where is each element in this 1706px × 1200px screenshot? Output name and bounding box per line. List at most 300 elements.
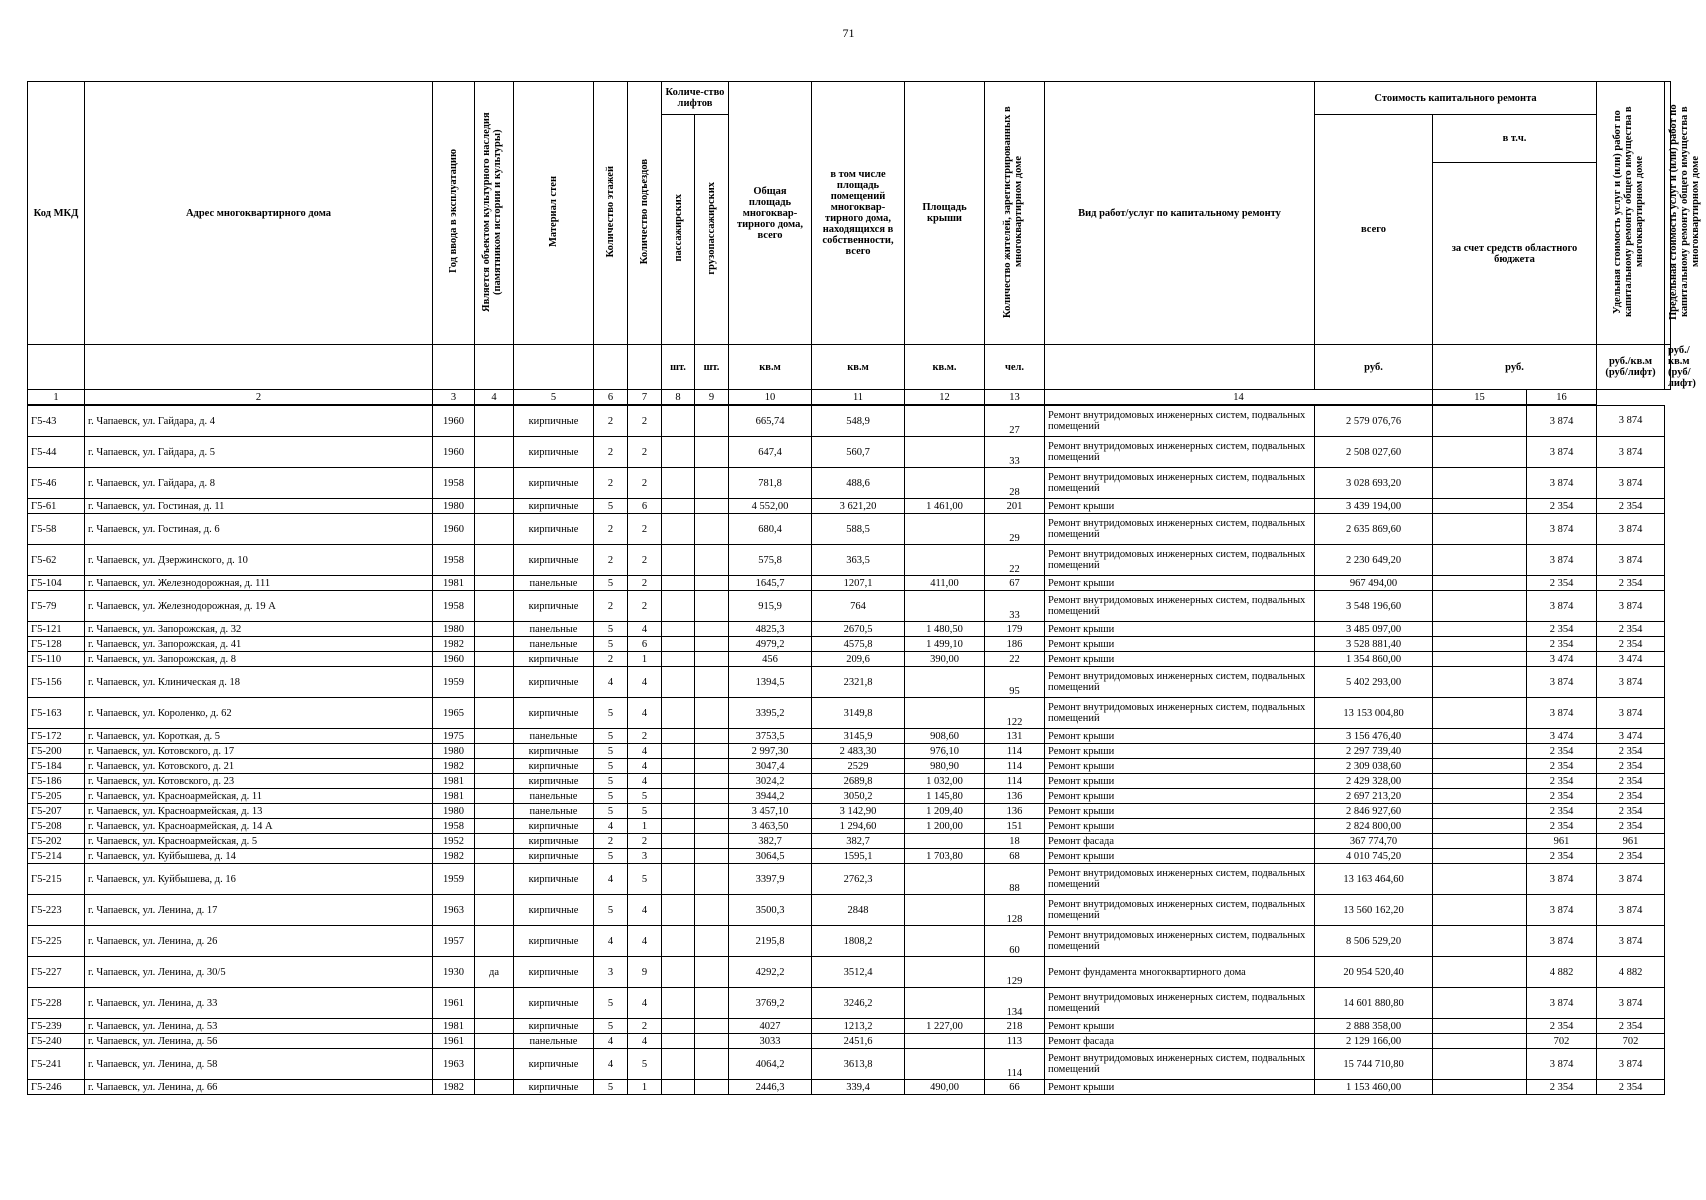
row-cost-total: 13 560 162,20 bbox=[1315, 895, 1433, 926]
row-lifts-cargo bbox=[695, 895, 729, 926]
row-year: 1960 bbox=[433, 405, 475, 437]
row-cost-total: 2 635 869,60 bbox=[1315, 514, 1433, 545]
row-work-type: Ремонт внутридомовых инженерных систем, подвальных помещений bbox=[1045, 698, 1315, 729]
row-address: г. Чапаевск, ул. Котовского, д. 21 bbox=[85, 759, 433, 774]
row-heritage bbox=[475, 834, 514, 849]
row-lifts-cargo bbox=[695, 514, 729, 545]
row-owned-area: 2451,6 bbox=[812, 1034, 905, 1049]
column-number: 14 bbox=[1045, 390, 1433, 406]
row-floors: 5 bbox=[594, 729, 628, 744]
row-code: Г5-43 bbox=[28, 405, 85, 437]
row-work-type: Ремонт крыши bbox=[1045, 759, 1315, 774]
header-cost: Стоимость капитального ремонта bbox=[1315, 82, 1597, 115]
row-year: 1958 bbox=[433, 591, 475, 622]
row-entrances: 4 bbox=[628, 667, 662, 698]
row-address: г. Чапаевск, ул. Гайдара, д. 8 bbox=[85, 468, 433, 499]
row-cost-regional bbox=[1433, 437, 1527, 468]
row-roof-area bbox=[905, 864, 985, 895]
row-entrances: 2 bbox=[628, 729, 662, 744]
row-year: 1960 bbox=[433, 437, 475, 468]
unit-cell bbox=[433, 345, 475, 390]
table-row bbox=[28, 1034, 1671, 1049]
unit-cell bbox=[594, 345, 628, 390]
row-heritage bbox=[475, 545, 514, 576]
unit-owned-area: кв.м bbox=[812, 345, 905, 390]
row-entrances: 2 bbox=[628, 576, 662, 591]
row-walls: кирпичные bbox=[514, 652, 594, 667]
table-row bbox=[28, 698, 1671, 729]
row-entrances: 3 bbox=[628, 849, 662, 864]
row-cost-total: 2 824 800,00 bbox=[1315, 819, 1433, 834]
row-lifts-cargo bbox=[695, 499, 729, 514]
row-year: 1963 bbox=[433, 1049, 475, 1080]
row-lifts-cargo bbox=[695, 957, 729, 988]
row-walls: панельные bbox=[514, 1034, 594, 1049]
row-roof-area: 1 209,40 bbox=[905, 804, 985, 819]
row-address: г. Чапаевск, ул. Короткая, д. 5 bbox=[85, 729, 433, 744]
row-roof-area bbox=[905, 667, 985, 698]
header-residents: Количество жителей, зарегистрированных в многоквартирном доме bbox=[985, 82, 1045, 345]
row-owned-area: 1213,2 bbox=[812, 1019, 905, 1034]
row-code: Г5-110 bbox=[28, 652, 85, 667]
row-unit-cost: 3 874 bbox=[1527, 591, 1597, 622]
row-total-area: 3395,2 bbox=[729, 698, 812, 729]
row-address: г. Чапаевск, ул. Котовского, д. 23 bbox=[85, 774, 433, 789]
row-year: 1961 bbox=[433, 1034, 475, 1049]
row-max-cost: 702 bbox=[1597, 1034, 1665, 1049]
row-heritage bbox=[475, 514, 514, 545]
row-entrances: 2 bbox=[628, 437, 662, 468]
row-roof-area: 1 200,00 bbox=[905, 819, 985, 834]
row-cost-regional bbox=[1433, 926, 1527, 957]
row-address: г. Чапаевск, ул. Ленина, д. 53 bbox=[85, 1019, 433, 1034]
column-number: 6 bbox=[594, 390, 628, 406]
row-max-cost: 3 474 bbox=[1597, 729, 1665, 744]
row-work-type: Ремонт внутридомовых инженерных систем, подвальных помещений bbox=[1045, 545, 1315, 576]
row-cost-total: 15 744 710,80 bbox=[1315, 1049, 1433, 1080]
row-owned-area: 2762,3 bbox=[812, 864, 905, 895]
row-owned-area: 2670,5 bbox=[812, 622, 905, 637]
row-floors: 4 bbox=[594, 1049, 628, 1080]
table-row bbox=[28, 864, 1671, 895]
table-row bbox=[28, 437, 1671, 468]
row-unit-cost: 2 354 bbox=[1527, 789, 1597, 804]
row-work-type: Ремонт крыши bbox=[1045, 499, 1315, 514]
table-row bbox=[28, 405, 1671, 437]
row-roof-area bbox=[905, 514, 985, 545]
row-lifts-passenger bbox=[662, 759, 695, 774]
row-roof-area bbox=[905, 468, 985, 499]
row-cost-regional bbox=[1433, 729, 1527, 744]
row-roof-area: 411,00 bbox=[905, 576, 985, 591]
row-heritage bbox=[475, 926, 514, 957]
row-floors: 5 bbox=[594, 637, 628, 652]
row-work-type: Ремонт внутридомовых инженерных систем, подвальных помещений bbox=[1045, 437, 1315, 468]
row-unit-cost: 2 354 bbox=[1527, 759, 1597, 774]
row-max-cost: 3 874 bbox=[1597, 926, 1665, 957]
row-heritage bbox=[475, 729, 514, 744]
row-code: Г5-208 bbox=[28, 819, 85, 834]
row-max-cost: 3 874 bbox=[1597, 895, 1665, 926]
row-walls: кирпичные bbox=[514, 468, 594, 499]
row-roof-area bbox=[905, 895, 985, 926]
row-code: Г5-184 bbox=[28, 759, 85, 774]
row-max-cost: 2 354 bbox=[1597, 1080, 1665, 1095]
row-cost-regional bbox=[1433, 637, 1527, 652]
row-code: Г5-207 bbox=[28, 804, 85, 819]
row-heritage bbox=[475, 698, 514, 729]
row-roof-area bbox=[905, 926, 985, 957]
row-cost-regional bbox=[1433, 864, 1527, 895]
row-year: 1960 bbox=[433, 652, 475, 667]
row-year: 1975 bbox=[433, 729, 475, 744]
row-residents: 18 bbox=[985, 834, 1045, 849]
row-cost-total: 13 163 464,60 bbox=[1315, 864, 1433, 895]
header-floors: Количество этажей bbox=[594, 82, 628, 345]
row-floors: 4 bbox=[594, 819, 628, 834]
row-max-cost: 3 874 bbox=[1597, 545, 1665, 576]
row-total-area: 781,8 bbox=[729, 468, 812, 499]
row-roof-area bbox=[905, 988, 985, 1019]
row-walls: панельные bbox=[514, 729, 594, 744]
row-cost-regional bbox=[1433, 759, 1527, 774]
row-total-area: 680,4 bbox=[729, 514, 812, 545]
row-work-type: Ремонт внутридомовых инженерных систем, подвальных помещений bbox=[1045, 514, 1315, 545]
row-cost-total: 3 485 097,00 bbox=[1315, 622, 1433, 637]
row-cost-regional bbox=[1433, 652, 1527, 667]
row-lifts-passenger bbox=[662, 667, 695, 698]
row-heritage bbox=[475, 652, 514, 667]
row-unit-cost: 2 354 bbox=[1527, 744, 1597, 759]
row-cost-regional bbox=[1433, 744, 1527, 759]
row-year: 1980 bbox=[433, 622, 475, 637]
row-roof-area: 1 227,00 bbox=[905, 1019, 985, 1034]
row-lifts-cargo bbox=[695, 926, 729, 957]
row-unit-cost: 2 354 bbox=[1527, 1019, 1597, 1034]
row-year: 1930 bbox=[433, 957, 475, 988]
row-code: Г5-241 bbox=[28, 1049, 85, 1080]
row-residents: 151 bbox=[985, 819, 1045, 834]
row-address: г. Чапаевск, ул. Ленина, д. 26 bbox=[85, 926, 433, 957]
unit-total-area: кв.м bbox=[729, 345, 812, 390]
row-code: Г5-202 bbox=[28, 834, 85, 849]
header-heritage: Является объектом культурного наследия (памятником истории и культуры) bbox=[475, 82, 514, 345]
row-floors: 5 bbox=[594, 576, 628, 591]
table-header bbox=[28, 82, 1702, 406]
unit-cell bbox=[475, 345, 514, 390]
row-code: Г5-128 bbox=[28, 637, 85, 652]
row-year: 1957 bbox=[433, 926, 475, 957]
row-residents: 201 bbox=[985, 499, 1045, 514]
row-heritage bbox=[475, 637, 514, 652]
table-row bbox=[28, 1049, 1671, 1080]
column-number: 7 bbox=[628, 390, 662, 406]
row-heritage bbox=[475, 405, 514, 437]
header-lifts: Количе-ство лифтов bbox=[662, 82, 729, 115]
row-code: Г5-240 bbox=[28, 1034, 85, 1049]
row-cost-regional bbox=[1433, 834, 1527, 849]
row-cost-regional bbox=[1433, 499, 1527, 514]
row-residents: 95 bbox=[985, 667, 1045, 698]
row-cost-regional bbox=[1433, 988, 1527, 1019]
row-cost-regional bbox=[1433, 957, 1527, 988]
row-cost-regional bbox=[1433, 819, 1527, 834]
row-cost-total: 1 153 460,00 bbox=[1315, 1080, 1433, 1095]
row-year: 1963 bbox=[433, 895, 475, 926]
row-cost-total: 14 601 880,80 bbox=[1315, 988, 1433, 1019]
table-row bbox=[28, 774, 1671, 789]
row-lifts-passenger bbox=[662, 437, 695, 468]
unit-lifts-cargo: шт. bbox=[695, 345, 729, 390]
row-entrances: 4 bbox=[628, 774, 662, 789]
row-lifts-passenger bbox=[662, 1034, 695, 1049]
row-unit-cost: 3 874 bbox=[1527, 667, 1597, 698]
row-unit-cost: 3 874 bbox=[1527, 864, 1597, 895]
table-row bbox=[28, 499, 1671, 514]
row-max-cost: 4 882 bbox=[1597, 957, 1665, 988]
row-max-cost: 3 874 bbox=[1597, 667, 1665, 698]
row-lifts-cargo bbox=[695, 744, 729, 759]
row-total-area: 3024,2 bbox=[729, 774, 812, 789]
row-lifts-passenger bbox=[662, 957, 695, 988]
header-code: Код МКД bbox=[28, 82, 85, 345]
row-work-type: Ремонт внутридомовых инженерных систем, подвальных помещений bbox=[1045, 1049, 1315, 1080]
row-heritage bbox=[475, 576, 514, 591]
row-address: г. Чапаевск, ул. Красноармейская, д. 13 bbox=[85, 804, 433, 819]
row-code: Г5-61 bbox=[28, 499, 85, 514]
row-code: Г5-225 bbox=[28, 926, 85, 957]
row-entrances: 9 bbox=[628, 957, 662, 988]
row-cost-total: 8 506 529,20 bbox=[1315, 926, 1433, 957]
row-entrances: 4 bbox=[628, 744, 662, 759]
row-residents: 22 bbox=[985, 545, 1045, 576]
row-walls: кирпичные bbox=[514, 774, 594, 789]
row-heritage bbox=[475, 789, 514, 804]
header-roof-area: Площадь крыши bbox=[905, 82, 985, 345]
row-entrances: 2 bbox=[628, 514, 662, 545]
row-owned-area: 1 294,60 bbox=[812, 819, 905, 834]
row-max-cost: 2 354 bbox=[1597, 819, 1665, 834]
unit-lifts-passenger: шт. bbox=[662, 345, 695, 390]
row-lifts-cargo bbox=[695, 729, 729, 744]
row-max-cost: 3 474 bbox=[1597, 652, 1665, 667]
row-floors: 4 bbox=[594, 667, 628, 698]
table-row bbox=[28, 576, 1671, 591]
row-lifts-cargo bbox=[695, 834, 729, 849]
table-row bbox=[28, 819, 1671, 834]
row-entrances: 1 bbox=[628, 1080, 662, 1095]
row-floors: 2 bbox=[594, 834, 628, 849]
row-floors: 5 bbox=[594, 988, 628, 1019]
row-lifts-cargo bbox=[695, 1034, 729, 1049]
row-work-type: Ремонт внутридомовых инженерных систем, подвальных помещений bbox=[1045, 591, 1315, 622]
row-max-cost: 3 874 bbox=[1597, 405, 1665, 437]
unit-max-cost: руб./кв.м (руб/лифт) bbox=[1665, 345, 1671, 390]
row-unit-cost: 2 354 bbox=[1527, 819, 1597, 834]
unit-cell bbox=[1045, 345, 1315, 390]
row-address: г. Чапаевск, ул. Дзержинского, д. 10 bbox=[85, 545, 433, 576]
table-row bbox=[28, 744, 1671, 759]
row-cost-regional bbox=[1433, 774, 1527, 789]
row-year: 1959 bbox=[433, 667, 475, 698]
table-row bbox=[28, 637, 1671, 652]
row-total-area: 3033 bbox=[729, 1034, 812, 1049]
row-entrances: 4 bbox=[628, 1034, 662, 1049]
row-address: г. Чапаевск, ул. Гайдара, д. 4 bbox=[85, 405, 433, 437]
table-row bbox=[28, 1080, 1671, 1095]
row-owned-area: 548,9 bbox=[812, 405, 905, 437]
row-code: Г5-200 bbox=[28, 744, 85, 759]
row-owned-area: 3613,8 bbox=[812, 1049, 905, 1080]
row-walls: кирпичные bbox=[514, 514, 594, 545]
row-year: 1960 bbox=[433, 514, 475, 545]
row-total-area: 4292,2 bbox=[729, 957, 812, 988]
row-max-cost: 2 354 bbox=[1597, 789, 1665, 804]
row-cost-regional bbox=[1433, 849, 1527, 864]
row-work-type: Ремонт крыши bbox=[1045, 729, 1315, 744]
row-address: г. Чапаевск, ул. Ленина, д. 56 bbox=[85, 1034, 433, 1049]
row-entrances: 4 bbox=[628, 698, 662, 729]
row-address: г. Чапаевск, ул. Красноармейская, д. 11 bbox=[85, 789, 433, 804]
header-owned-area: в том числе площадь помещений многоквар-тирного дома, находящихся в собственности, всего bbox=[812, 82, 905, 345]
row-roof-area bbox=[905, 437, 985, 468]
row-owned-area: 1207,1 bbox=[812, 576, 905, 591]
unit-cell bbox=[85, 345, 433, 390]
column-number: 15 bbox=[1433, 390, 1527, 406]
row-roof-area bbox=[905, 698, 985, 729]
row-floors: 2 bbox=[594, 405, 628, 437]
row-code: Г5-121 bbox=[28, 622, 85, 637]
row-floors: 5 bbox=[594, 895, 628, 926]
capital-repair-table bbox=[27, 81, 1702, 1095]
row-lifts-cargo bbox=[695, 988, 729, 1019]
row-code: Г5-44 bbox=[28, 437, 85, 468]
row-code: Г5-228 bbox=[28, 988, 85, 1019]
row-lifts-passenger bbox=[662, 405, 695, 437]
row-lifts-passenger bbox=[662, 774, 695, 789]
header-entrances: Количество подъездов bbox=[628, 82, 662, 345]
unit-cell bbox=[628, 345, 662, 390]
row-cost-total: 3 548 196,60 bbox=[1315, 591, 1433, 622]
row-floors: 2 bbox=[594, 514, 628, 545]
row-year: 1981 bbox=[433, 1019, 475, 1034]
row-owned-area: 209,6 bbox=[812, 652, 905, 667]
row-work-type: Ремонт внутридомовых инженерных систем, подвальных помещений bbox=[1045, 468, 1315, 499]
row-residents: 114 bbox=[985, 744, 1045, 759]
row-unit-cost: 3 474 bbox=[1527, 652, 1597, 667]
row-total-area: 4064,2 bbox=[729, 1049, 812, 1080]
row-cost-regional bbox=[1433, 545, 1527, 576]
row-lifts-cargo bbox=[695, 804, 729, 819]
row-heritage bbox=[475, 988, 514, 1019]
row-unit-cost: 2 354 bbox=[1527, 804, 1597, 819]
row-cost-total: 4 010 745,20 bbox=[1315, 849, 1433, 864]
row-unit-cost: 3 874 bbox=[1527, 926, 1597, 957]
row-heritage bbox=[475, 1049, 514, 1080]
header-cost-regional: за счет средств областного бюджета bbox=[1433, 163, 1597, 345]
row-total-area: 575,8 bbox=[729, 545, 812, 576]
row-residents: 28 bbox=[985, 468, 1045, 499]
row-residents: 22 bbox=[985, 652, 1045, 667]
row-work-type: Ремонт внутридомовых инженерных систем, подвальных помещений bbox=[1045, 864, 1315, 895]
row-owned-area: 3246,2 bbox=[812, 988, 905, 1019]
column-number: 2 bbox=[85, 390, 433, 406]
row-cost-total: 2 309 038,60 bbox=[1315, 759, 1433, 774]
row-year: 1982 bbox=[433, 849, 475, 864]
row-total-area: 456 bbox=[729, 652, 812, 667]
row-address: г. Чапаевск, ул. Запорожская, д. 41 bbox=[85, 637, 433, 652]
row-cost-total: 2 230 649,20 bbox=[1315, 545, 1433, 576]
row-entrances: 4 bbox=[628, 759, 662, 774]
row-roof-area: 908,60 bbox=[905, 729, 985, 744]
row-lifts-passenger bbox=[662, 864, 695, 895]
row-cost-total: 2 429 328,00 bbox=[1315, 774, 1433, 789]
row-max-cost: 2 354 bbox=[1597, 1019, 1665, 1034]
header-work-type: Вид работ/услуг по капитальному ремонту bbox=[1045, 82, 1315, 345]
row-cost-regional bbox=[1433, 1034, 1527, 1049]
row-owned-area: 2321,8 bbox=[812, 667, 905, 698]
row-heritage bbox=[475, 667, 514, 698]
row-cost-total: 2 888 358,00 bbox=[1315, 1019, 1433, 1034]
row-cost-regional bbox=[1433, 667, 1527, 698]
row-total-area: 3397,9 bbox=[729, 864, 812, 895]
row-floors: 5 bbox=[594, 1019, 628, 1034]
row-entrances: 5 bbox=[628, 789, 662, 804]
row-heritage bbox=[475, 622, 514, 637]
row-lifts-cargo bbox=[695, 576, 729, 591]
table-row bbox=[28, 759, 1671, 774]
unit-cost-total: руб. bbox=[1315, 345, 1433, 390]
row-code: Г5-172 bbox=[28, 729, 85, 744]
row-max-cost: 2 354 bbox=[1597, 759, 1665, 774]
row-unit-cost: 2 354 bbox=[1527, 637, 1597, 652]
row-cost-regional bbox=[1433, 576, 1527, 591]
row-entrances: 5 bbox=[628, 864, 662, 895]
row-cost-regional bbox=[1433, 1019, 1527, 1034]
row-total-area: 2 997,30 bbox=[729, 744, 812, 759]
row-lifts-passenger bbox=[662, 988, 695, 1019]
row-max-cost: 3 874 bbox=[1597, 988, 1665, 1019]
row-lifts-passenger bbox=[662, 1019, 695, 1034]
row-cost-regional bbox=[1433, 1049, 1527, 1080]
row-walls: панельные bbox=[514, 804, 594, 819]
column-number: 8 bbox=[662, 390, 695, 406]
row-walls: кирпичные bbox=[514, 1049, 594, 1080]
row-cost-regional bbox=[1433, 405, 1527, 437]
row-residents: 33 bbox=[985, 437, 1045, 468]
row-floors: 5 bbox=[594, 804, 628, 819]
row-floors: 2 bbox=[594, 545, 628, 576]
row-heritage bbox=[475, 744, 514, 759]
row-residents: 114 bbox=[985, 759, 1045, 774]
row-code: Г5-205 bbox=[28, 789, 85, 804]
row-address: г. Чапаевск, ул. Ленина, д. 33 bbox=[85, 988, 433, 1019]
row-walls: кирпичные bbox=[514, 545, 594, 576]
row-residents: 134 bbox=[985, 988, 1045, 1019]
row-heritage bbox=[475, 864, 514, 895]
row-code: Г5-163 bbox=[28, 698, 85, 729]
row-code: Г5-227 bbox=[28, 957, 85, 988]
row-roof-area: 490,00 bbox=[905, 1080, 985, 1095]
row-cost-total: 2 129 166,00 bbox=[1315, 1034, 1433, 1049]
unit-cell bbox=[28, 345, 85, 390]
row-work-type: Ремонт крыши bbox=[1045, 744, 1315, 759]
row-total-area: 3 463,50 bbox=[729, 819, 812, 834]
row-owned-area: 382,7 bbox=[812, 834, 905, 849]
page-number: 71 bbox=[842, 26, 855, 40]
column-number: 13 bbox=[985, 390, 1045, 406]
row-address: г. Чапаевск, ул. Железнодорожная, д. 19 А bbox=[85, 591, 433, 622]
